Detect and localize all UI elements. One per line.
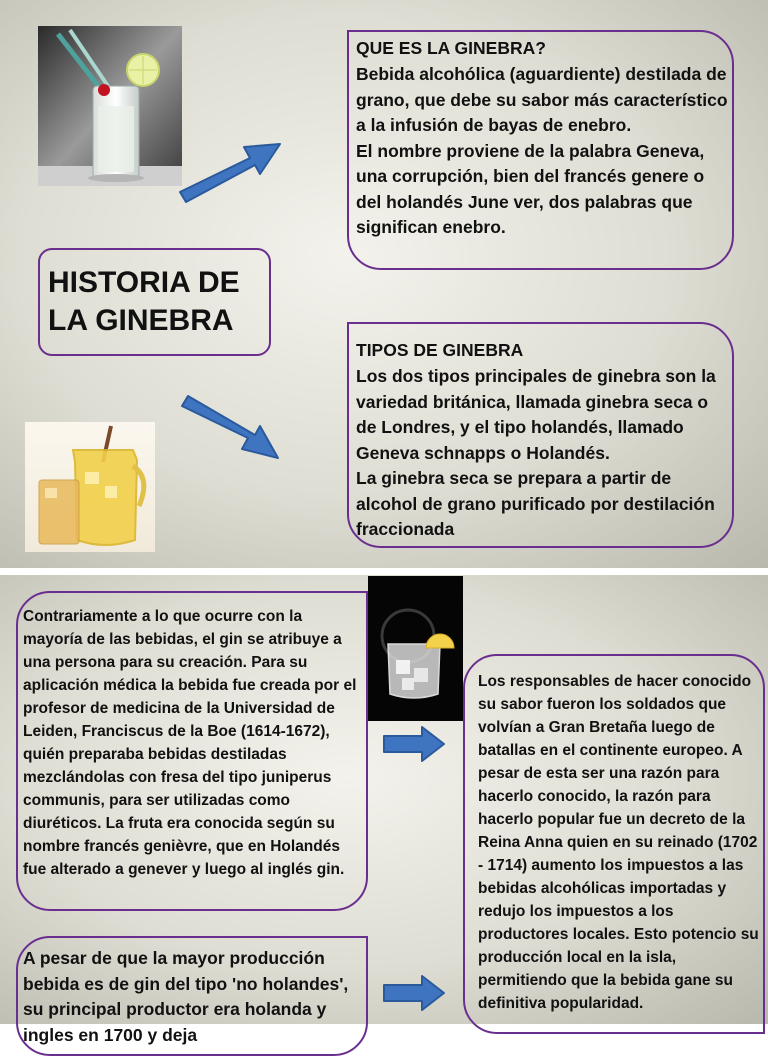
- tipos-heading: TIPOS DE GINEBRA: [356, 340, 524, 360]
- gin-glass-photo: [38, 26, 182, 186]
- produccion-text: A pesar de que la mayor producción bebida es de gin del tipo 'no holandes', su principal productor era holanda y ingles en 1700 y deja: [23, 948, 349, 1045]
- ice-glass-photo: [368, 576, 463, 721]
- arrow-down-right-icon: [172, 392, 287, 472]
- responsables-box: [463, 654, 765, 1034]
- arrow-up-right-icon: [172, 130, 287, 210]
- que-es-text: Bebida alcohólica (aguardiente) destilada de grano, que debe su sabor más característico a la infusión de bayas de enebro. El nombre proviene de la palabra Geneva, una corrupción, bien del francés genere o del holandés June ver, dos palabras que significan enebro.: [356, 64, 728, 237]
- page-title: HISTORIA DE LA GINEBRA: [48, 266, 240, 337]
- title-box: [38, 248, 271, 356]
- arrow-right-icon: [382, 725, 448, 763]
- arrow-right-icon: [382, 974, 448, 1012]
- que-es-box: [347, 30, 734, 270]
- slide-origen: [0, 575, 768, 1045]
- pitcher-photo: [25, 422, 155, 552]
- origen-text: Contrariamente a lo que ocurre con la mayoría de las bebidas, el gin se atribuye a una persona para su creación. Para su aplicación médica la bebida fue creada por el profesor de medicina de la Universidad de Leiden, Franciscus de la Boe (1614-1672), quién preparaba bebidas destiladas mezclándolas con fresa del tipo juniperus communis, para ser utilizadas como diuréticos. La fruta era conocida según su nombre francés genièvre, que en Holandés fue alterado a genever y luego al inglés gin.: [23, 608, 357, 878]
- produccion-box: [16, 936, 368, 1056]
- tipos-text: Los dos tipos principales de ginebra son la variedad británica, llamada ginebra seca o de Londres, y el tipo holandés, llamado Geneva schnapps o Holandés. La ginebra seca se prepara a partir de alcohol de grano purificado por destilación fraccionada: [356, 366, 716, 539]
- responsables-text: Los responsables de hacer conocido su sabor fueron los soldados que volvían a Gran Bretaña luego de batallas en el continente europeo. A pesar de esta ser una razón para hacerlo conocido, la razón para hacerlo popular fue un decreto de la Reina Anna quien en su reinado (1702 - 1714) aumento los impuestos a las bebidas alcohólicas importadas y redujo los impuestos a los productores locales. Esto potencio su producción local en la isla, permitiendo que la bebida gane su definitiva popularidad.: [478, 673, 759, 1012]
- slide-divider: [0, 568, 768, 575]
- tipos-box: [347, 322, 734, 548]
- origen-box: [16, 591, 368, 911]
- que-es-heading: QUE ES LA GINEBRA?: [356, 38, 546, 58]
